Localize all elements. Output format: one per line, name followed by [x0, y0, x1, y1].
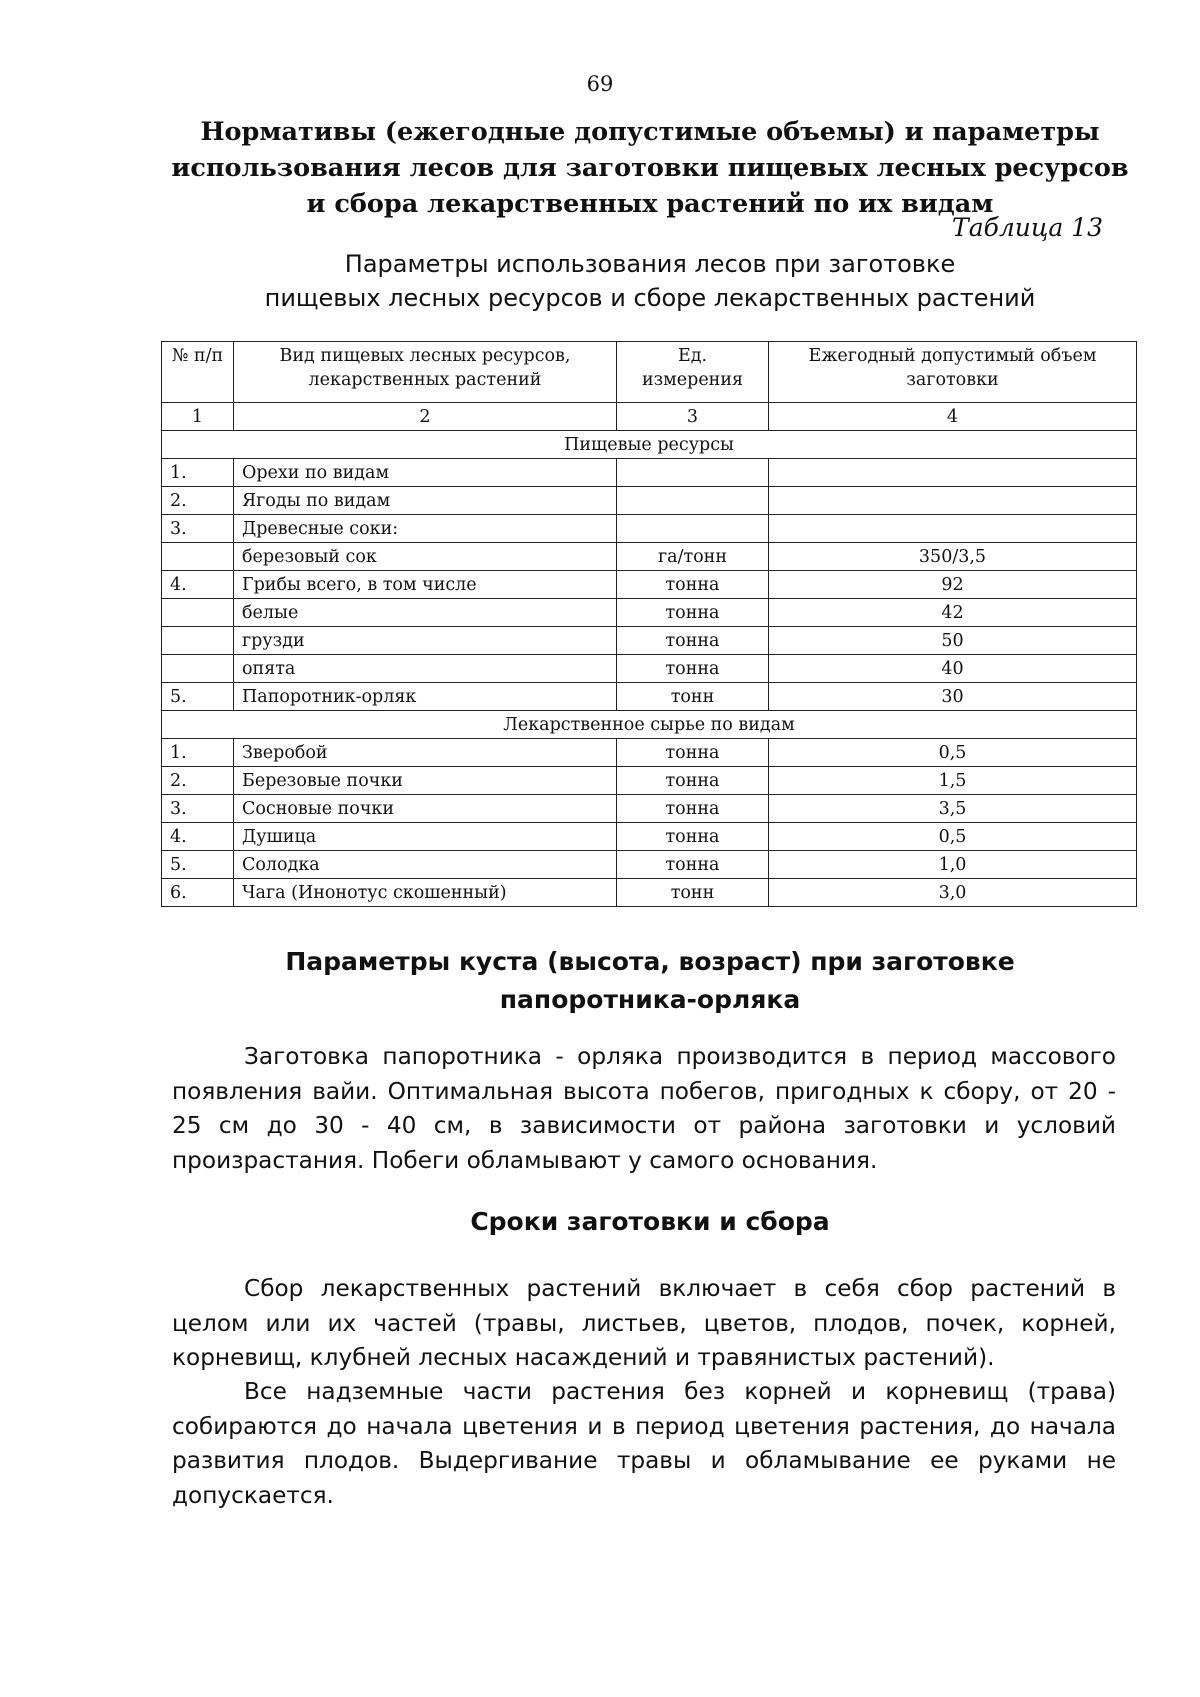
- row-number: [162, 655, 234, 683]
- table-row: [162, 571, 1137, 599]
- row-unit: тонна: [617, 823, 769, 851]
- row-unit: тонна: [617, 571, 769, 599]
- row-unit: тонна: [617, 795, 769, 823]
- main-title: Нормативы (ежегодные допустимые объемы) и параметры использования лесов для заготовки пищевых лесных ресурсов и сбора лекарственных растений по их видам: [171, 117, 1129, 219]
- terms-paragraph-2: Все надземные части растения без корней и корневищ (трава) собираются до начала цветения и в период цветения растения, до начала развития плодов. Выдергивание травы и обламывание ее руками не допускается.: [172, 1378, 1116, 1509]
- row-name: Сосновые почки: [234, 795, 617, 823]
- row-value: 3,0: [769, 879, 1137, 907]
- row-number: 5.: [162, 683, 234, 711]
- row-number: [162, 543, 234, 571]
- column-number: 2: [234, 403, 617, 431]
- table-row: [162, 543, 1137, 571]
- row-number: 4.: [162, 823, 234, 851]
- row-name: Ягоды по видам: [234, 487, 617, 515]
- row-name: Березовые почки: [234, 767, 617, 795]
- row-unit: тонн: [617, 683, 769, 711]
- fern-section-title-line1: Параметры куста (высота, возраст) при заготовке: [285, 947, 1015, 976]
- row-name: Папоротник-орляк: [234, 683, 617, 711]
- row-name: Чага (Инонотус скошенный): [234, 879, 617, 907]
- row-name: березовый сок: [234, 543, 617, 571]
- row-unit: га/тонн: [617, 543, 769, 571]
- row-unit: [617, 459, 769, 487]
- row-number: [162, 599, 234, 627]
- column-number: 3: [617, 403, 769, 431]
- row-value: [769, 459, 1137, 487]
- row-value: 42: [769, 599, 1137, 627]
- table-row: [162, 487, 1137, 515]
- section-row-food: [162, 431, 1137, 459]
- page-number: 69: [586, 72, 614, 96]
- row-unit: тонна: [617, 655, 769, 683]
- row-unit: тонна: [617, 767, 769, 795]
- header-annual-volume: Ежегодный допустимый объем заготовки: [769, 342, 1137, 403]
- table-row: [162, 879, 1137, 907]
- row-number: 3.: [162, 515, 234, 543]
- header-number: № п/п: [162, 342, 234, 403]
- table-row: [162, 795, 1137, 823]
- row-value: [769, 487, 1137, 515]
- table-label: Таблица 13: [952, 213, 1103, 242]
- row-value: 1,5: [769, 767, 1137, 795]
- table-row: [162, 823, 1137, 851]
- row-value: [769, 515, 1137, 543]
- fern-section-title-line2: папоротника-орляка: [499, 985, 801, 1014]
- row-value: 40: [769, 655, 1137, 683]
- section-title-medicinal: Лекарственное сырье по видам: [162, 711, 1137, 739]
- terms-paragraph-1: Сбор лекарственных растений включает в себя сбор растений в целом или их частей (травы, листьев, цветов, плодов, почек, корней, корневищ, клубней лесных насаждений и травянистых растений).: [172, 1275, 1116, 1371]
- row-value: 92: [769, 571, 1137, 599]
- row-unit: [617, 487, 769, 515]
- row-value: 3,5: [769, 795, 1137, 823]
- row-value: 350/3,5: [769, 543, 1137, 571]
- row-unit: тонна: [617, 627, 769, 655]
- row-number: 5.: [162, 851, 234, 879]
- row-name: белые: [234, 599, 617, 627]
- column-number: 1: [162, 403, 234, 431]
- table-caption-line2: пищевых лесных ресурсов и сборе лекарственных растений: [264, 284, 1036, 312]
- terms-section-title: Сроки заготовки и сбора: [470, 1207, 830, 1236]
- table-caption: [165, 247, 1135, 315]
- table-row: [162, 515, 1137, 543]
- table-row: [162, 739, 1137, 767]
- header-resource-type: Вид пищевых лесных ресурсов, лекарственных растений: [234, 342, 617, 403]
- table-row: [162, 459, 1137, 487]
- row-value: 1,0: [769, 851, 1137, 879]
- row-unit: [617, 515, 769, 543]
- section-row-medicinal: [162, 711, 1137, 739]
- row-number: 4.: [162, 571, 234, 599]
- row-number: 1.: [162, 459, 234, 487]
- row-number: 6.: [162, 879, 234, 907]
- row-value: 50: [769, 627, 1137, 655]
- row-name: Древесные соки:: [234, 515, 617, 543]
- table-row: [162, 767, 1137, 795]
- parameters-table: [161, 341, 1137, 907]
- fern-section-title: [165, 943, 1135, 1019]
- table-row: [162, 627, 1137, 655]
- table-caption-line1: Параметры использования лесов при заготовке: [344, 250, 956, 278]
- column-number: 4: [769, 403, 1137, 431]
- row-number: 3.: [162, 795, 234, 823]
- row-value: 0,5: [769, 739, 1137, 767]
- row-name: Душица: [234, 823, 617, 851]
- row-name: Грибы всего, в том числе: [234, 571, 617, 599]
- row-name: Орехи по видам: [234, 459, 617, 487]
- row-value: 0,5: [769, 823, 1137, 851]
- row-number: [162, 627, 234, 655]
- row-unit: тонна: [617, 851, 769, 879]
- row-number: 2.: [162, 487, 234, 515]
- fern-paragraph: Заготовка папоротника - орляка производится в период массового появления вайи. Оптимальная высота побегов, пригодных к сбору, от 20 - 25 см до 30 - 40 см, в зависимости от района заготовки и условий произрастания. Побеги обламывают у самого основания.: [172, 1043, 1116, 1174]
- column-numbers-row: [162, 403, 1137, 431]
- table-row: [162, 655, 1137, 683]
- row-name: грузди: [234, 627, 617, 655]
- table-row: [162, 683, 1137, 711]
- row-number: 1.: [162, 739, 234, 767]
- row-number: 2.: [162, 767, 234, 795]
- section-title-food: Пищевые ресурсы: [162, 431, 1137, 459]
- row-name: Солодка: [234, 851, 617, 879]
- table-row: [162, 851, 1137, 879]
- table-header-row: [162, 342, 1137, 403]
- row-unit: тонна: [617, 739, 769, 767]
- row-name: Зверобой: [234, 739, 617, 767]
- row-name: опята: [234, 655, 617, 683]
- header-unit: Ед. измерения: [617, 342, 769, 403]
- table-row: [162, 599, 1137, 627]
- row-value: 30: [769, 683, 1137, 711]
- row-unit: тонн: [617, 879, 769, 907]
- row-unit: тонна: [617, 599, 769, 627]
